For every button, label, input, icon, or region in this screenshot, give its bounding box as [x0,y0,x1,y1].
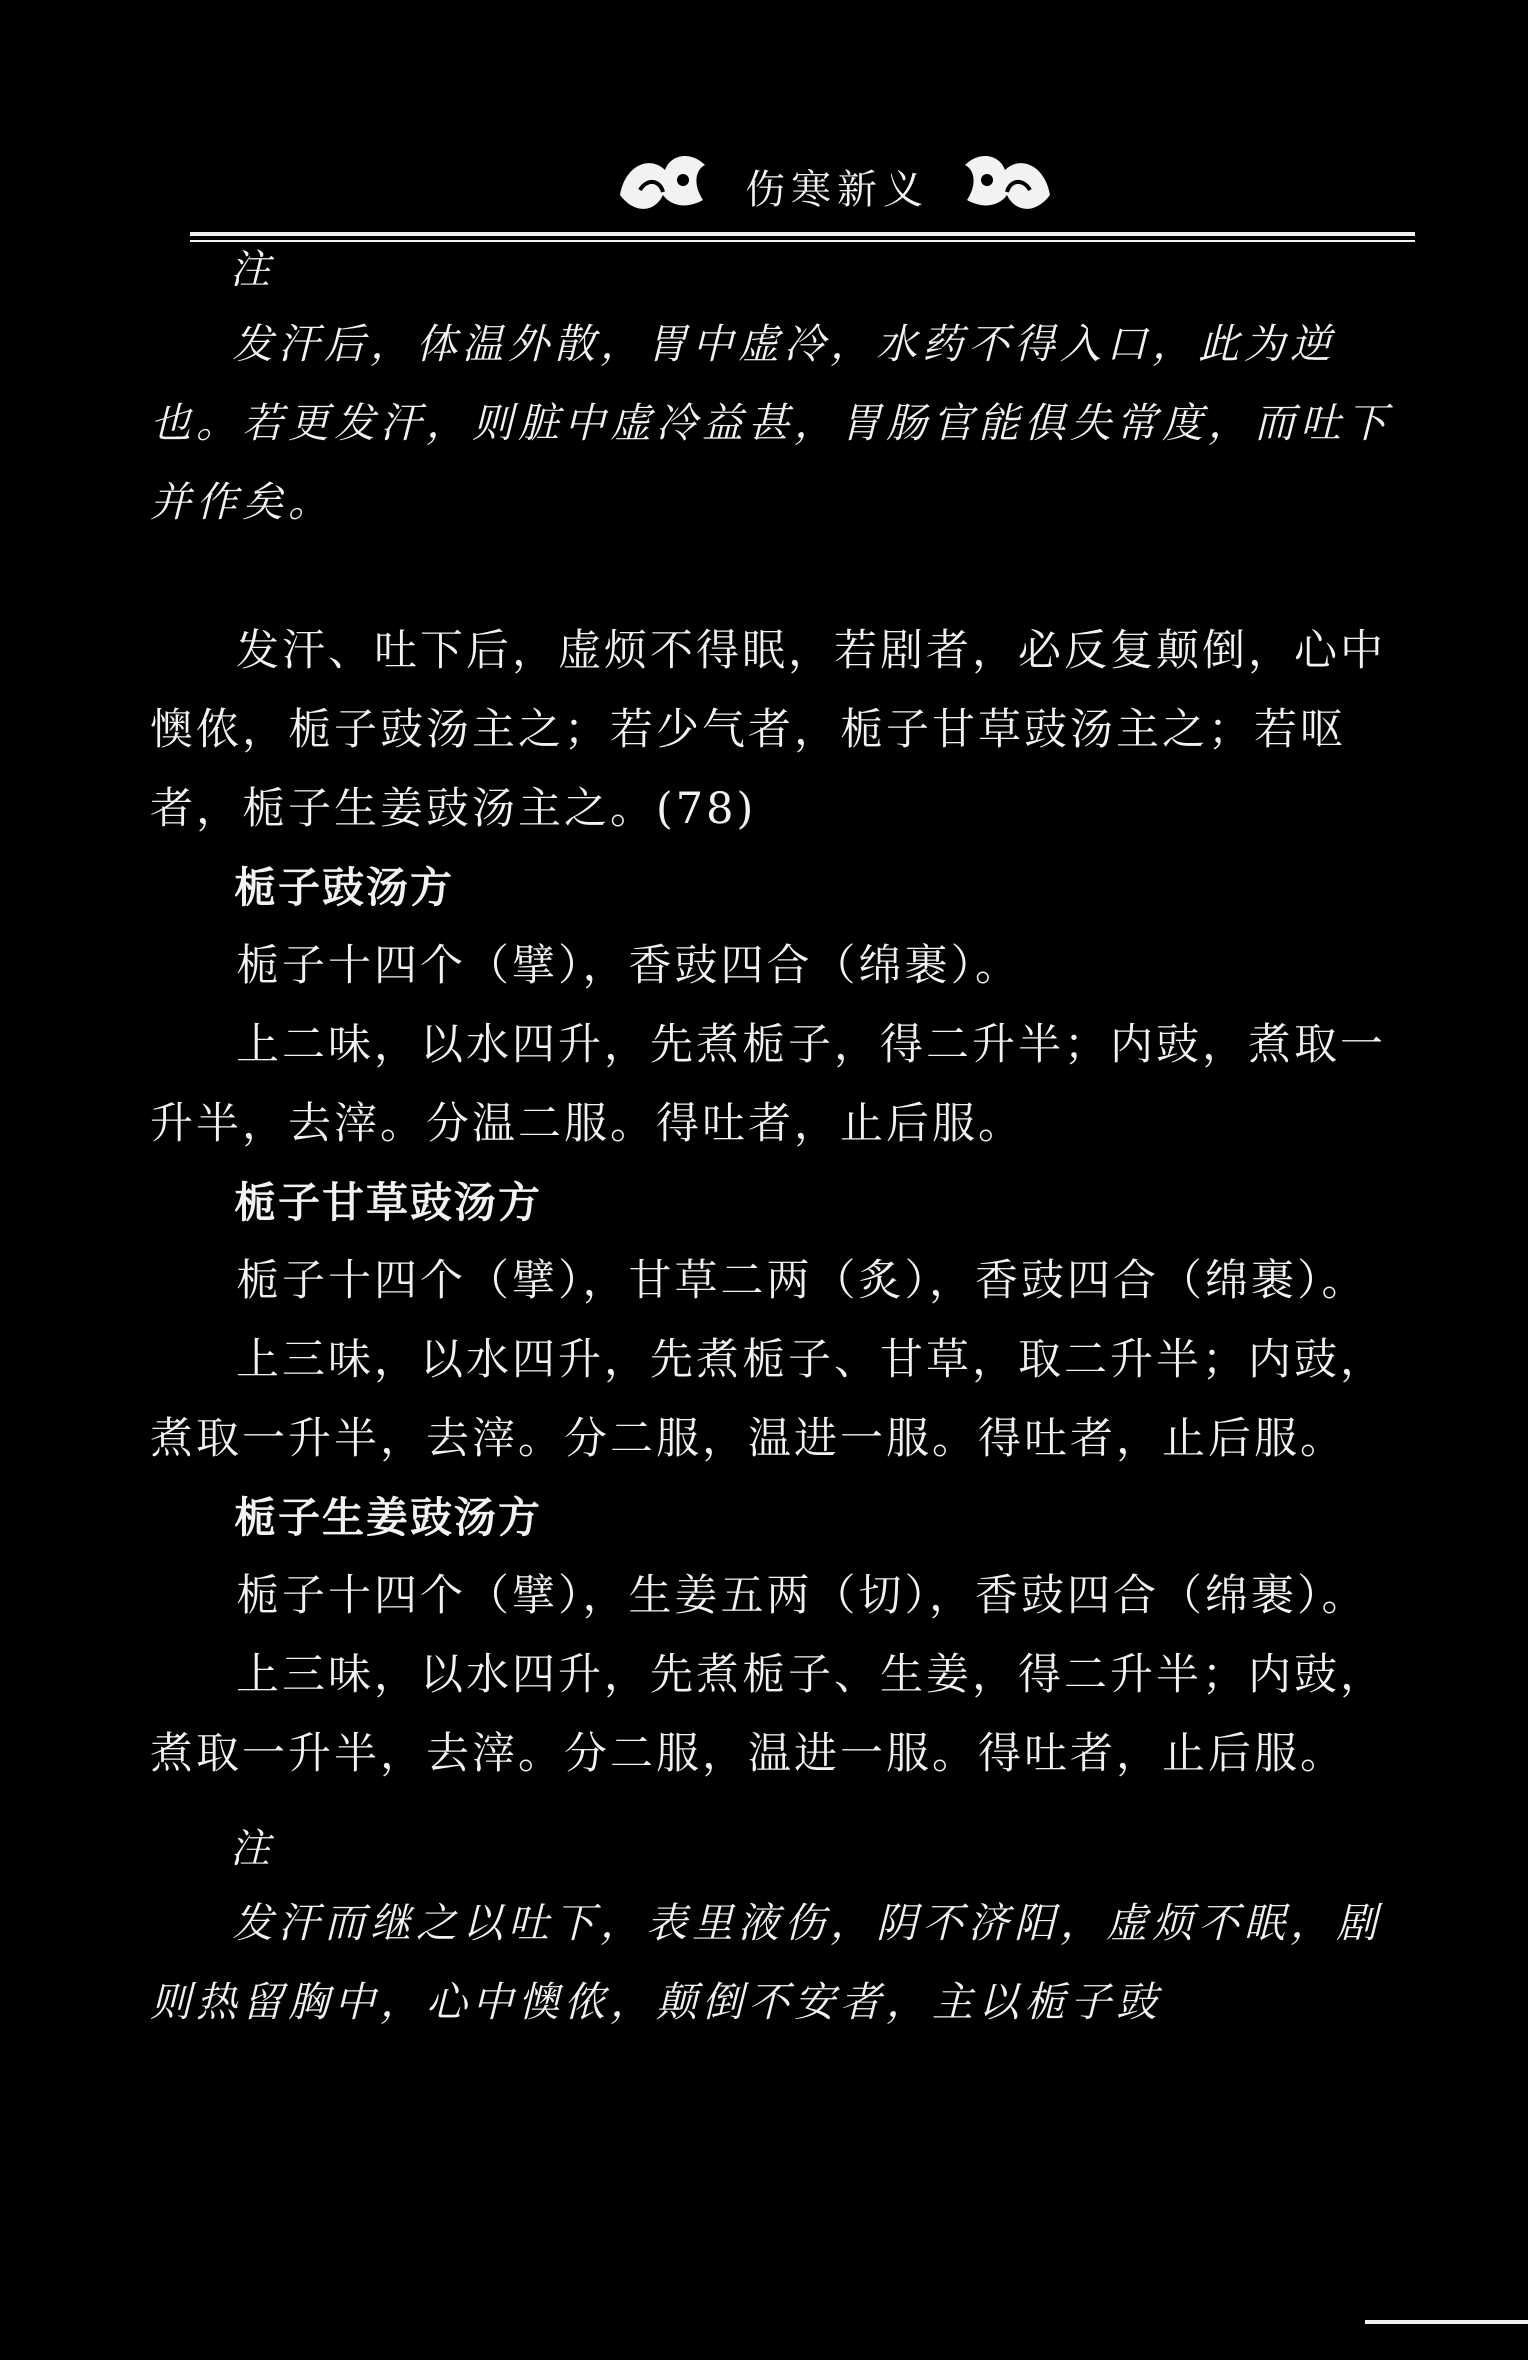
formula-ingredients: 栀子十四个（擘），生姜五两（切），香豉四合（绵裹）。 [236,1571,1368,1621]
formula-ingredients: 栀子十四个（擘），甘草二两（炙），香豉四合（绵裹）。 [236,1256,1368,1306]
header-title: 伤寒新义 [745,167,929,213]
note-paragraph: 发汗后，体温外散，胃中虚冷，水药不得入口，此为逆也。若更发汗，则脏中虚冷益甚，胃肠官能俱失常度，而吐下并作矣。 [150,320,1392,526]
note-paragraph: 发汗而继之以吐下，表里液伤，阴不济阳，虚烦不眠，剧则热留胸中，心中懊侬，颠倒不安者，主以栀子豉 [150,1899,1382,2026]
formula-method: 上二味，以水四升，先煮栀子，得二升半；内豉，煮取一升半，去滓。分温二服。得吐者，止后服。 [150,1020,1386,1149]
formula-title: 栀子生姜豉汤方 [234,1493,543,1542]
footer-rule [1365,2320,1528,2324]
formula-title: 栀子甘草豉汤方 [234,1178,543,1227]
section-gap [150,542,1400,612]
formula-method: 上三味，以水四升，先煮栀子、生姜，得二升半；内豉，煮取一升半，去滓。分二服，温进一服。得吐者，止后服。 [150,1650,1386,1779]
formula-ingredients: 栀子十四个（擘），香豉四合（绵裹）。 [236,941,1021,991]
formula-title: 栀子豉汤方 [234,863,455,912]
formula-method: 上三味，以水四升，先煮栀子、甘草，取二升半；内豉，煮取一升半，去滓。分二服，温进一服。得吐者，止后服。 [150,1335,1386,1464]
flourish-ornament-left-icon [615,150,710,220]
flourish-ornament-right-icon [960,150,1055,220]
clause-paragraph: 发汗、吐下后，虚烦不得眠，若剧者，必反复颠倒，心中懊侬，栀子豉汤主之；若少气者，栀子甘草豉汤主之；若呕者，栀子生姜豉汤主之。(78) [150,626,1386,834]
section-gap [150,1794,1400,1814]
note-label: 注 [230,247,270,293]
page-body [150,235,1400,2042]
note-label: 注 [230,1826,270,1872]
running-header [190,140,1415,250]
